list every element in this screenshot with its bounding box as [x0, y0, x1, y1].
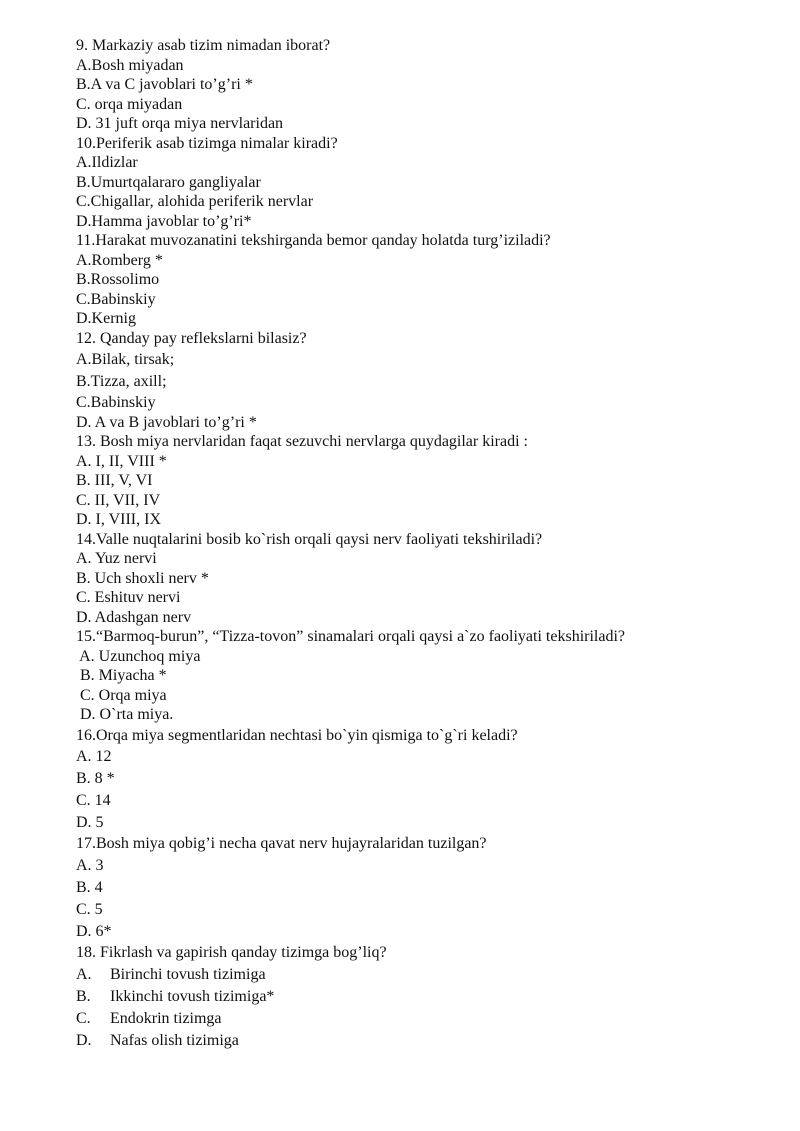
q18-option-b-text: Ikkinchi tovush tizimiga* — [110, 988, 275, 1006]
question-9: 9. Markaziy asab tizim nimadan iborat? — [76, 37, 331, 54]
q9-option-c: C. orqa miyadan — [76, 95, 183, 113]
q10-option-b: B.Umurtqalararo gangliyalar — [76, 173, 261, 191]
q11-option-a: A.Romberg * — [76, 251, 163, 269]
q12-option-c: C.Babinskiy — [76, 394, 156, 411]
question-18: 18. Fikrlash va gapirish qanday tizimga bog’liq? — [76, 944, 387, 962]
question-10: 10.Periferik asab tizimga nimalar kiradi? — [76, 134, 338, 152]
q13-option-a: A. I, II, VIII * — [76, 452, 167, 470]
q9-option-a: A.Bosh miyadan — [76, 56, 184, 74]
q13-option-d: D. I, VIII, IX — [76, 511, 162, 528]
q13-option-c: C. II, VII, IV — [76, 491, 161, 509]
q14-option-b: B. Uch shoxli nerv * — [76, 569, 209, 587]
q17-option-b: B. 4 — [76, 879, 103, 897]
q16-option-c: C. 14 — [76, 791, 111, 809]
q18-option-b-label: B. — [76, 988, 91, 1006]
q12-option-b: B.Tizza, axill; — [76, 372, 167, 390]
q18-option-a-label: A. — [76, 966, 92, 984]
q14-option-a: A. Yuz nervi — [76, 550, 157, 567]
q10-option-c: C.Chigallar, alohida periferik nervlar — [76, 193, 314, 210]
q14-option-d: D. Adashgan nerv — [76, 608, 192, 626]
q17-option-d: D. 6* — [76, 922, 112, 940]
q15-option-d: D. O`rta miya. — [76, 706, 174, 723]
q18-option-d-label: D. — [76, 1031, 92, 1049]
q11-option-d: D.Kernig — [76, 310, 136, 327]
q17-option-a: A. 3 — [76, 857, 104, 875]
question-13: 13. Bosh miya nervlaridan faqat sezuvchi nervlarga quydagilar kiradi : — [76, 433, 528, 450]
q15-option-a: A. Uzunchoq miya — [76, 647, 201, 665]
q18-option-d-text: Nafas olish tizimiga — [110, 1031, 239, 1049]
q12-option-d: D. A va B javoblari to’g’ri * — [76, 413, 257, 431]
question-15: 15.“Barmoq-burun”, “Tizza-tovon” sinamalari orqali qaysi a`zo faoliyati tekshiriladi? — [76, 628, 626, 645]
question-12: 12. Qanday pay reflekslarni bilasiz? — [76, 329, 307, 347]
q9-option-d: D. 31 juft orqa miya nervlaridan — [76, 115, 284, 132]
q18-option-b — [76, 986, 776, 1008]
q10-option-a: A.Ildizlar — [76, 154, 138, 171]
q18-option-c-label: C. — [76, 1009, 91, 1027]
q15-option-c: C. Orqa miya — [76, 686, 167, 704]
q14-option-c: C. Eshituv nervi — [76, 589, 181, 606]
question-16: 16.Orqa miya segmentlaridan nechtasi bo`yin qismiga to`g`ri keladi? — [76, 726, 518, 744]
q18-option-c-text: Endokrin tizimga — [110, 1009, 222, 1027]
q16-option-a: A. 12 — [76, 748, 112, 766]
question-14: 14.Valle nuqtalarini bosib ko`rish orqali qaysi nerv faoliyati tekshiriladi? — [76, 530, 543, 548]
q18-option-a — [76, 964, 776, 986]
q10-option-d: D.Hamma javoblar to’g’ri* — [76, 212, 252, 230]
test-page — [76, 36, 776, 1051]
q17-option-c: C. 5 — [76, 900, 103, 918]
q16-option-d: D. 5 — [76, 813, 104, 831]
q11-option-b: B.Rossolimo — [76, 271, 160, 288]
q12-option-a: A.Bilak, tirsak; — [76, 351, 175, 368]
q15-option-b: B. Miyacha * — [76, 667, 167, 684]
q16-option-b: B. 8 * — [76, 770, 115, 788]
q11-option-c: C.Babinskiy — [76, 290, 156, 308]
question-17: 17.Bosh miya qobig’i necha qavat nerv hujayralaridan tuzilgan? — [76, 835, 487, 853]
q13-option-b: B. III, V, VI — [76, 472, 153, 489]
q18-option-d — [76, 1030, 776, 1052]
q9-option-b: B.A va C javoblari to’g’ri * — [76, 76, 253, 93]
question-11: 11.Harakat muvozanatini tekshirganda bemor qanday holatda turg’iziladi? — [76, 232, 551, 249]
q18-option-c — [76, 1008, 776, 1030]
q18-option-a-text: Birinchi tovush tizimiga — [110, 966, 266, 984]
